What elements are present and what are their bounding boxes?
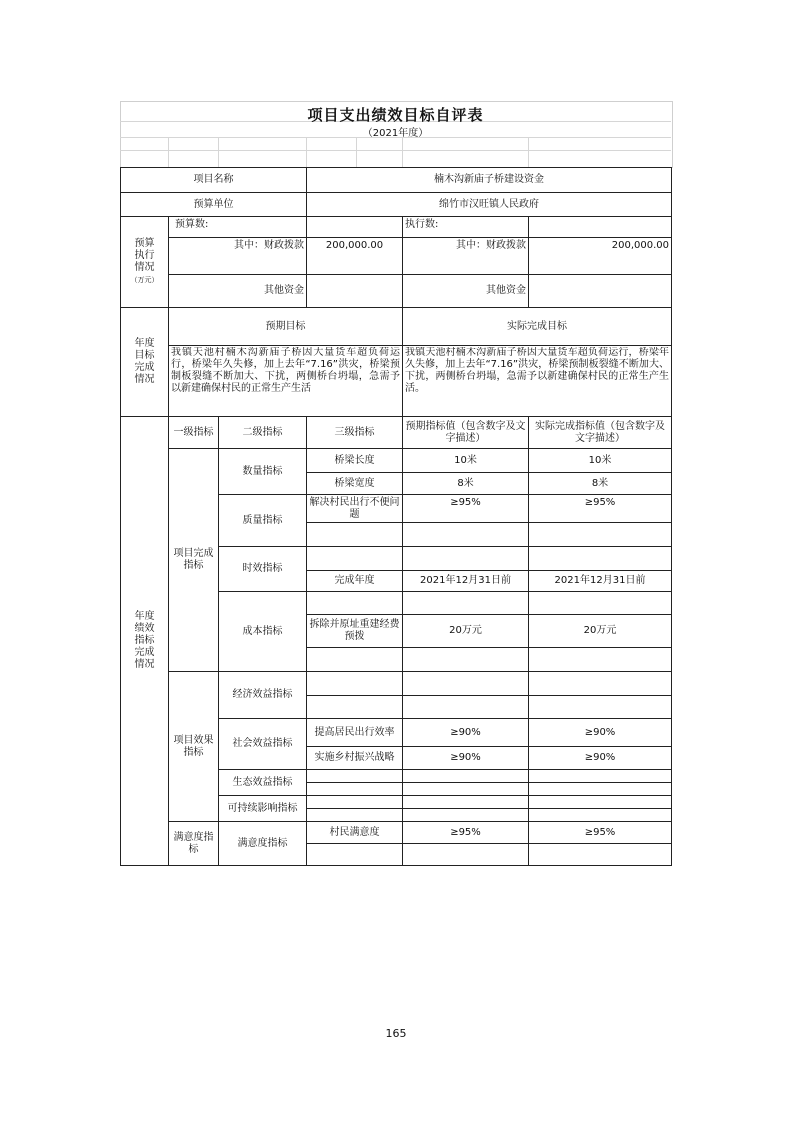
form-title: 项目支出绩效目标自评表 [307,106,484,124]
header-level1: 一级指标 [169,417,219,449]
grid-line [120,150,671,151]
project-name-label: 项目名称 [121,168,307,193]
project-name-value: 楠木沟新庙子桥建设资金 [307,168,672,193]
group-completion: 项目完成指标 [169,449,219,672]
empty-cell [403,809,529,822]
empty-cell [307,844,403,866]
fiscal-label: 其中：财政拨款 [169,238,307,275]
actual-goal-body: 我镇天池村楠木沟新庙子桥因大量货车超负荷运行，桥梁年久失修，加上去年“7.16”洪灾，桥梁预制板裂缝不断加大、下扰，两侧桥台坍塌，急需予以新建确保村民的正常生产生活。 [405,347,670,394]
cost-name: 拆除并原址重建经费预拨 [307,615,403,648]
empty-cell [529,696,672,719]
empty-cell [403,672,529,696]
label-line: 绩效 [134,623,155,634]
social2-expected: ≥90% [403,747,529,770]
label-line: 目标 [134,350,155,361]
grid-line [528,137,529,167]
year-actual: 2021年12月31日前 [529,571,672,592]
quantity-indicator: 数量指标 [219,449,307,495]
sustainable-indicator: 可持续影响指标 [219,796,307,822]
empty-cell [307,523,403,547]
quality-indicator: 质量指标 [219,495,307,547]
empty-cell [529,672,672,696]
width-actual: 8米 [529,473,672,495]
satisfaction-indicator: 满意度指标 [219,822,307,866]
indicator-section-label [121,417,169,866]
empty-cell [307,592,403,615]
grid-line [402,137,403,167]
expected-goal-text [169,346,403,417]
label-line: 预算 [134,238,155,249]
label-line: 年度 [134,338,155,349]
social1-actual: ≥90% [529,719,672,747]
empty-cell [529,547,672,571]
budget-section-label [121,217,169,308]
actual-goal-text [403,346,672,417]
form-year: （2021年度） [362,128,429,139]
label-line: 完成 [134,362,155,373]
other-funds-exec-label: 其他资金 [403,275,529,308]
empty-cell [307,547,403,571]
social-indicator: 社会效益指标 [219,719,307,770]
empty-cell [307,770,403,783]
empty-cell [403,648,529,672]
budget-amount-value [307,217,403,238]
empty-cell [529,844,672,866]
cost-expected: 20万元 [403,615,529,648]
length-expected: 10米 [403,449,529,473]
timeliness-indicator: 时效指标 [219,547,307,592]
social2-actual: ≥90% [529,747,672,770]
empty-cell [403,592,529,615]
social2-name: 实施乡村振兴战略 [307,747,403,770]
budget-amount-label: 预算数: [169,217,307,238]
empty-cell [529,796,672,809]
fiscal-exec-value: 200,000.00 [529,238,672,275]
empty-cell [307,796,403,809]
actual-goal-header: 实际完成目标 [403,308,672,346]
group-effect: 项目效果指标 [169,672,219,822]
empty-cell [529,648,672,672]
economic-indicator: 经济效益指标 [219,672,307,719]
empty-cell [529,809,672,822]
header-actual: 实际完成指标值（包含数字及文字描述） [529,417,672,449]
group-satisfaction: 满意度指标 [169,822,219,866]
grid-line [356,137,357,167]
empty-cell [403,783,529,796]
empty-cell [403,523,529,547]
empty-cell [307,809,403,822]
quality-expected: ≥95% [403,495,529,523]
empty-cell [403,770,529,783]
width-name: 桥梁宽度 [307,473,403,495]
exec-amount-label: 执行数: [403,217,529,238]
empty-cell [529,592,672,615]
empty-cell [403,696,529,719]
label-line: 指标 [134,635,155,646]
fiscal-exec-label: 其中：财政拨款 [403,238,529,275]
ecological-indicator: 生态效益指标 [219,770,307,796]
sat-name: 村民满意度 [307,822,403,844]
expected-goal-header: 预期目标 [169,308,403,346]
sat-actual: ≥95% [529,822,672,844]
other-funds-exec [529,275,672,308]
label-line: 情况 [134,659,155,670]
grid-line [306,137,307,167]
grid-line [168,137,169,167]
label-line: 年度 [134,611,155,622]
budget-unit-label: 预算单位 [121,193,307,217]
social1-name: 提高居民出行效率 [307,719,403,747]
quality-actual: ≥95% [529,495,672,523]
width-expected: 8米 [403,473,529,495]
empty-cell [307,696,403,719]
year-name: 完成年度 [307,571,403,592]
expected-goal-body: 我镇天池村楠木沟新庙子桥因大量货车超负荷运行，桥梁年久失修，加上去年“7.16”洪灾，桥梁预制板裂缝不断加大、下扰，两侧桥台坍塌，急需予以新建确保村民的正常生产生活 [171,347,400,394]
label-line: 情况 [134,374,155,385]
empty-cell [529,523,672,547]
cost-indicator: 成本指标 [219,592,307,672]
length-actual: 10米 [529,449,672,473]
social1-expected: ≥90% [403,719,529,747]
page-number: 165 [385,1027,407,1040]
label-line: 情况 [134,262,155,273]
empty-cell [403,844,529,866]
sat-expected: ≥95% [403,822,529,844]
empty-cell [307,648,403,672]
empty-cell [529,783,672,796]
label-line: 完成 [134,647,155,658]
annual-goal-label [121,308,169,417]
other-funds-budget [307,275,403,308]
budget-unit-value: 绵竹市汉旺镇人民政府 [307,193,672,217]
exec-amount-value [529,217,672,238]
empty-cell [307,783,403,796]
other-funds-label: 其他资金 [169,275,307,308]
quality-name: 解决村民出行不便问题 [307,495,403,523]
empty-cell [403,547,529,571]
header-expected: 预期指标值（包含数字及文字描述） [403,417,529,449]
empty-cell [307,672,403,696]
year-expected: 2021年12月31日前 [403,571,529,592]
header-level3: 三级指标 [307,417,403,449]
evaluation-table [120,167,672,866]
label-line: 执行 [134,250,155,261]
header-level2: 二级指标 [219,417,307,449]
grid-line [218,137,219,167]
empty-cell [403,796,529,809]
empty-cell [529,770,672,783]
unit-note: （万元） [130,276,159,284]
length-name: 桥梁长度 [307,449,403,473]
fiscal-budget-value: 200,000.00 [307,238,403,275]
cost-actual: 20万元 [529,615,672,648]
